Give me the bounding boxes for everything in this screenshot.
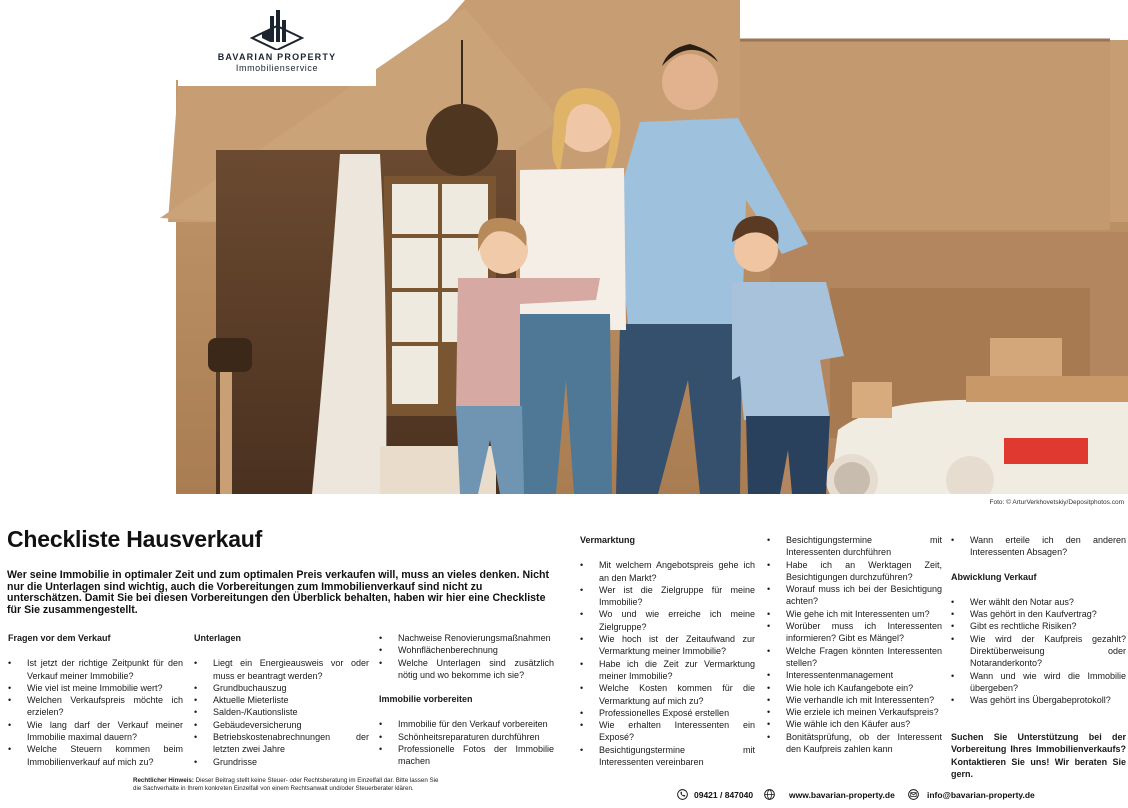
logo-name: BAVARIAN PROPERTY [217,52,337,62]
list-item: • Nachweise Renovierungsmaßnahmen [379,632,554,644]
list-item: • Wie lang darf der Verkauf meiner Immobilie maximal dauern? [8,719,183,744]
list-item: • Worüber muss ich Interessenten informieren? Gibt es Mängel? [767,620,942,645]
list-item: • Was gehört in den Kaufvertrag? [951,608,1126,620]
list-item: • Wo und wie erreiche ich meine Zielgruppe? [580,608,755,633]
section-vermarktung [580,534,755,768]
list-item: • Interessentenmanagement [767,669,942,681]
list-item: • Welche Kosten kommen für die Vermarktung auf mich zu? [580,682,755,707]
legal-label: Rechtlicher Hinweis: [133,777,194,784]
section-unterlagen [194,632,369,768]
list-item: • Wie hoch ist der Zeitaufwand zur Vermarktung meiner Immobilie? [580,633,755,658]
list-item: • Betriebskostenabrechnungen der letzten zwei Jahre [194,731,369,756]
checklist [379,632,554,681]
list-item: • Bonitätsprüfung, ob der Interessent den Kaufpreis zahlen kann [767,731,942,756]
list-item: • Wie verhandle ich mit Interessenten? [767,694,942,706]
list-item: • Wie gehe ich mit Interessenten um? [767,608,942,620]
checklist [951,534,1126,559]
list-item: • Welche Unterlagen sind zusätzlich nötig und wo bekomme ich sie? [379,657,554,682]
section-unterlagen-continued [379,632,554,768]
section-heading: Fragen vor dem Verkauf [8,633,111,643]
list-item: • Welche Steuern kommen beim Immobilienverkauf auf mich zu? [8,743,183,768]
email-link[interactable]: info@bavarian-property.de [927,789,1035,800]
phone-number: 09421 / 847040 [694,789,754,800]
checklist [767,534,942,755]
section-fragen [8,632,183,768]
website-link[interactable]: www.bavarian-property.de [789,789,895,800]
list-item: • Was gehört ins Übergabeprotokoll? [951,694,1126,706]
list-item: • Liegt ein Energieausweis vor oder muss er beantragt werden? [194,657,369,682]
globe-icon [764,789,775,800]
legal-notice [133,777,443,793]
list-item: • Grundrisse [194,756,369,768]
list-item: • Wie hole ich Kaufangebote ein? [767,682,942,694]
list-item: • Besichtigungstermine mit Interessenten vereinbaren [580,744,755,769]
list-item: • Wie viel ist meine Immobilie wert? [8,682,183,694]
section-heading: Abwicklung Verkauf [951,571,1037,582]
list-item: • Gibt es rechtliche Risiken? [951,620,1126,632]
section-heading: Unterlagen [194,633,242,643]
list-item: • Salden-/Kautionsliste [194,706,369,718]
list-item: • Gebäudeversicherung [194,719,369,731]
list-item: • Habe ich die Zeit zur Vermarktung meiner Immobilie? [580,658,755,683]
list-item: • Grundbuchauszug [194,682,369,694]
list-item: • Schönheitsreparaturen durchführen [379,731,554,743]
list-item: • Besichtigungstermine mit Interessenten durchführen [767,534,942,559]
page-title: Checkliste Hausverkauf [7,526,263,552]
list-item: • Aktuelle Mieterliste [194,694,369,706]
list-item: • Wer ist die Zielgruppe für meine Immobilie? [580,584,755,609]
phone-icon [677,789,688,800]
checklist [580,559,755,768]
support-callout: Suchen Sie Unterstützung bei der Vorbereitung Ihres Immobilienverkaufs? Kontaktieren Sie uns! Wir beraten Sie gern. [951,732,1126,779]
company-logo[interactable] [178,0,376,86]
photo-credit: Foto: © ArturVerkhovetskiy/Depositphotos.com [989,499,1124,506]
legal-text: Dieser Beitrag stellt keine Steuer- oder Rechtsberatung im Einzelfall dar. Bitte lassen Sie die Sachverhalte in Ihrem konkreten Einzelfall von einem Rechtsanwalt und/oder Steuerberater klären. [133,777,439,792]
list-item: • Welchen Verkaufspreis möchte ich erzielen? [8,694,183,719]
list-item: • Wie wähle ich den Käufer aus? [767,718,942,730]
section-abwicklung [951,534,1126,707]
list-item: • Professionelles Exposé erstellen [580,707,755,719]
list-item: • Immobilie für den Verkauf vorbereiten [379,718,554,730]
contact-phone[interactable] [677,789,753,800]
list-item: • Wie wird der Kaufpreis gezahlt? Direktüberweisung oder Notaranderkonto? [951,633,1126,670]
list-item: • Wie erziele ich meinen Verkaufspreis? [767,706,942,718]
checklist [379,718,554,767]
intro-paragraph: Wer seine Immobilie in optimaler Zeit und zum optimalen Preis verkaufen will, muss an vieles denken. Nicht nur die Unterlagen sind wichtig, auch die Vorbereitungen zum Immobilienverkauf sind nicht zu unterschätzen. Damit Sie bei diesen Vorbereitungen den Überblick behalten, haben wir hier eine Checkliste für Sie zusammengestellt. [7,569,549,616]
logo-mark-icon [248,8,306,50]
section-besichtigung [767,534,942,755]
section-heading: Vermarktung [580,535,636,545]
checklist [951,596,1126,707]
list-item: • Habe ich an Werktagen Zeit, Besichtigungen durchzuführen? [767,559,942,584]
list-item: • Wann und wie wird die Immobilie übergeben? [951,670,1126,695]
logo-subtitle: Immobilienservice [235,63,319,73]
contact-email[interactable] [908,789,1035,800]
list-item: • Wer wählt den Notar aus? [951,596,1126,608]
mail-icon [908,789,919,800]
list-item: • Ist jetzt der richtige Zeitpunkt für den Verkauf meiner Immobilie? [8,657,183,682]
list-item: • Wohnflächenberechnung [379,644,554,656]
list-item: • Wie erhalten Interessenten ein Exposé? [580,719,755,744]
list-item: • Worauf muss ich bei der Besichtigung achten? [767,583,942,608]
checklist [8,657,183,768]
list-item: • Mit welchem Angebotspreis gehe ich an den Markt? [580,559,755,584]
list-item: • Professionelle Fotos der Immobilie machen [379,743,554,768]
list-item: • Wann erteile ich den anderen Interessenten Absagen? [951,534,1126,559]
checklist [194,657,369,768]
contact-website[interactable] [764,789,895,800]
list-item: • Welche Fragen könnten Interessenten stellen? [767,645,942,670]
section-heading: Immobilie vorbereiten [379,694,473,705]
